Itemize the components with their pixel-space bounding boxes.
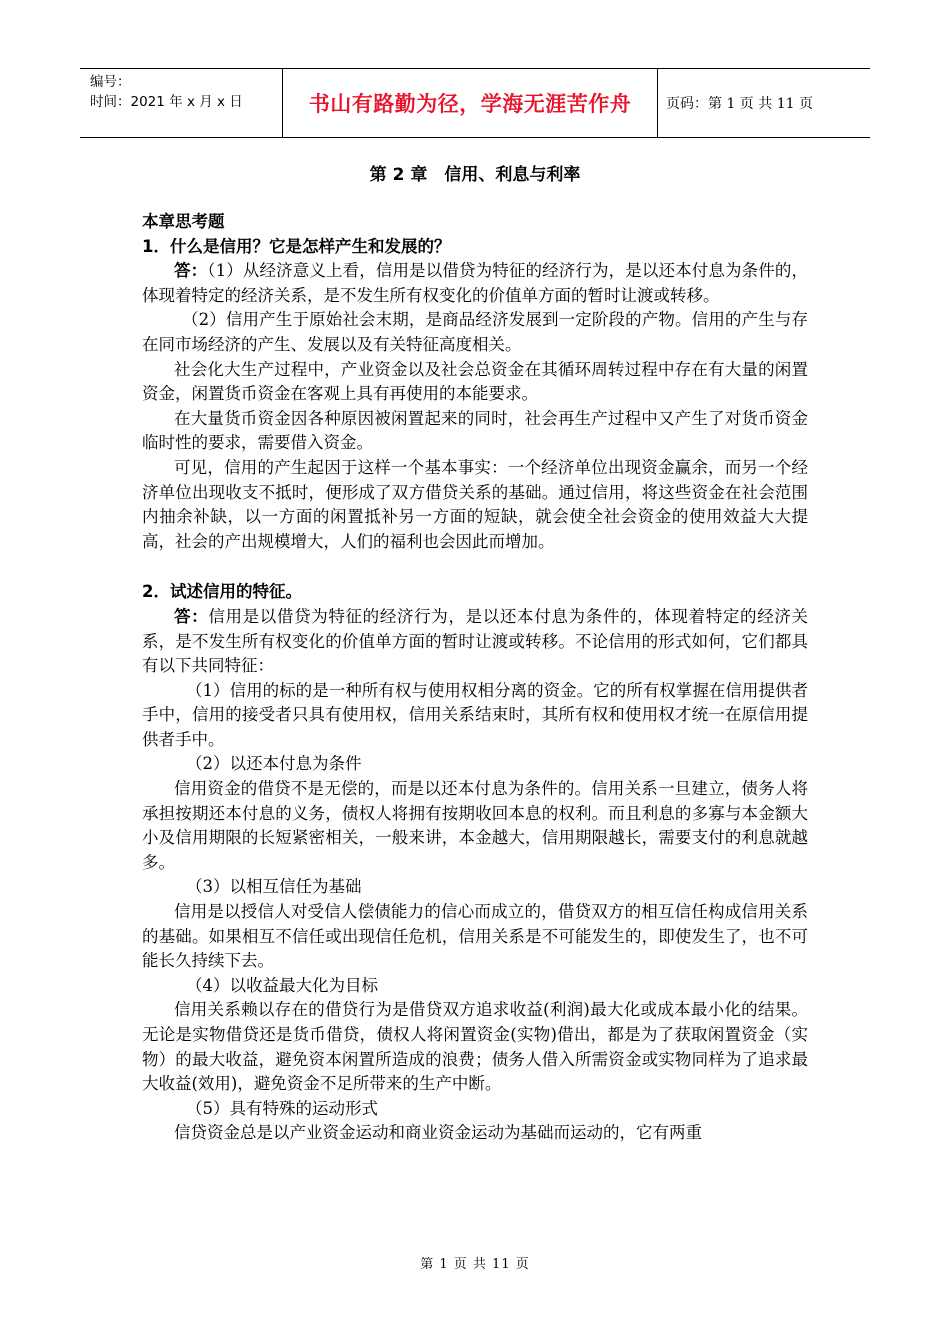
page-footer: 第 1 页 共 11 页: [420, 1257, 530, 1272]
answer-label: 答：: [174, 606, 209, 626]
spacer: [142, 554, 808, 580]
answer-1-p5: 可见，信用的产生起因于这样一个基本事实：一个经济单位出现资金赢余，而另一个经济单位出现收支不抵时，便形成了双方借贷关系的基础。通过信用，将这些资金在社会范围内抽余补缺，以一方面的闲置抵补另一方面的短缺，就会使全社会资金的使用效益大大提高，社会的产出规模增大，人们的福利也会因此而增加。: [142, 457, 808, 551]
answer-1-p4: 在大量货币资金因各种原因被闲置起来的同时，社会再生产过程中又产生了对货币资金临时性的要求，需要借入资金。: [142, 408, 808, 453]
answer-1-p2: （2）信用产生于原始社会末期，是商品经济发展到一定阶段的产物。信用的产生与存在同市场经济的产生、发展以及有关特征高度相关。: [142, 310, 808, 354]
answer-2-p1: 答：信用是以借贷为特征的经济行为，是以还本付息为条件的，体现着特定的经济关系，是不发生所有权变化的价值单方面的暂时让渡或转移。不论信用的形式如何，它们都具有以下共同特征：: [142, 606, 809, 676]
header-meta: [80, 69, 282, 137]
question-1: 1．什么是信用？它是怎样产生和发展的？: [142, 236, 451, 256]
chapter-title: 第 2 章 信用、利息与利率: [369, 165, 581, 185]
answer-1-p1: 答：（1）从经济意义上看，信用是以借贷为特征的经济行为，是以还本付息为条件的，体现着特定的经济关系，是不发生所有权变化的价值单方面的暂时让渡或转移。: [142, 261, 808, 305]
feature-4-title: （4）以收益最大化为目标: [186, 975, 378, 995]
feature-2-title: （2）以还本付息为条件: [186, 754, 362, 774]
feature-1: （1）信用的标的是一种所有权与使用权相分离的资金。它的所有权掌握在信用提供者手中，信用的接受者只具有使用权，信用关系结束时，其所有权和使用权才统一在原信用提供者手中。: [142, 680, 808, 749]
feature-4-body: 信用关系赖以存在的借贷行为是借贷双方追求收益(利润)最大化或成本最小化的结果。无论是实物借贷还是货币借贷，债权人将闲置资金(实物)借出，都是为了获取闲置资金（实物）的最大收益，避免资本闲置所造成的浪费；债务人借入所需资金或实物同样为了追求最大收益(效用)，避免资金不足所带来的生产中断。: [142, 1000, 808, 1094]
page-header: [80, 68, 870, 138]
header-motto-cell: [282, 69, 658, 137]
document-body: [142, 210, 808, 1146]
number-label: 编号：: [90, 74, 131, 90]
time-label: 时间：2021 年 x 月 x 日: [90, 94, 243, 110]
answer-1-p3: 社会化大生产过程中，产业资金以及社会总资金在其循环周转过程中存在有大量的闲置资金，闲置货币资金在客观上具有再使用的本能要求。: [142, 359, 808, 404]
feature-3-title: （3）以相互信任为基础: [186, 877, 362, 897]
feature-5-body: 信贷资金总是以产业资金运动和商业资金运动为基础而运动的，它有两重: [174, 1123, 702, 1143]
feature-2-body: 信用资金的借贷不是无偿的，而是以还本付息为条件的。信用关系一旦建立，债务人将承担按期还本付息的义务，债权人将拥有按期收回本息的权利。而且利息的多寡与本金额大小及信用期限的长短紧密相关，一般来讲，本金越大，信用期限越长，需要支付的利息就越多。: [142, 779, 808, 872]
question-2: 2．试述信用的特征。: [142, 582, 302, 602]
answer-label: 答：: [174, 261, 208, 281]
header-page-code: 页码：第 1 页 共 11 页: [666, 96, 813, 112]
feature-3-body: 信用是以授信人对受信人偿债能力的信心而成立的，借贷双方的相互信任构成信用关系的基础。如果相互不信任或出现信任危机，信用关系是不可能发生的，即使发生了，也不可能长久持续下去。: [142, 902, 808, 971]
header-motto: 书山有路勤为径，学海无涯苦作舟: [308, 92, 632, 116]
section-heading: 本章思考题: [142, 212, 225, 231]
feature-5-title: （5）具有特殊的运动形式: [186, 1098, 378, 1118]
